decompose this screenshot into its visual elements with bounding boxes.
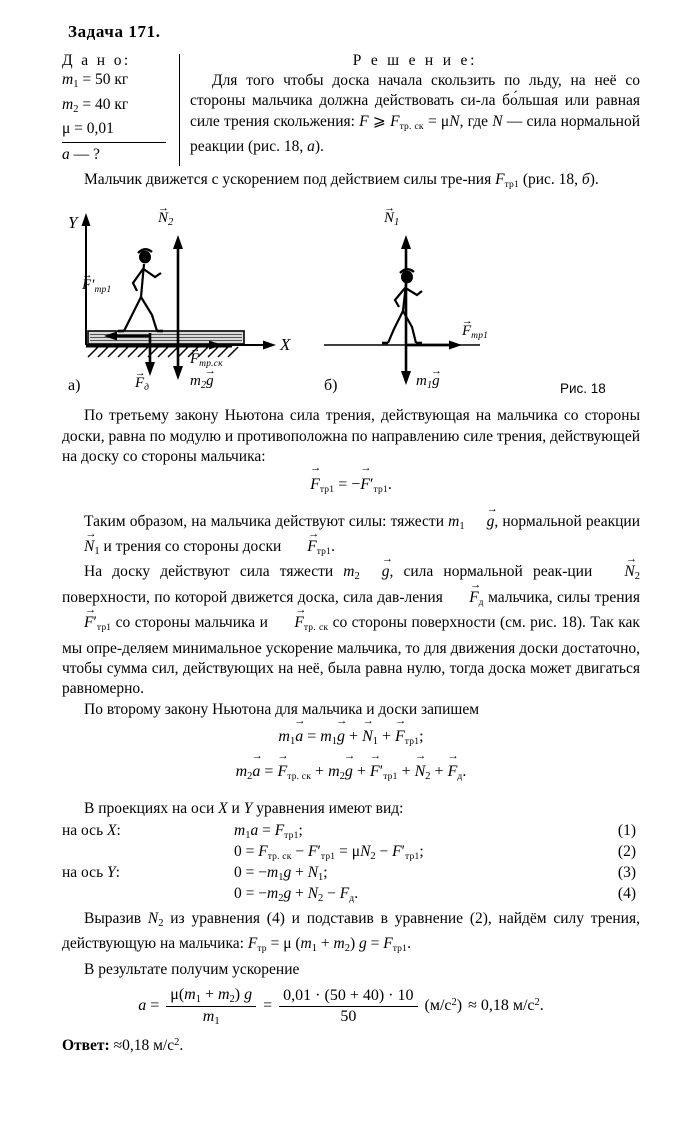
fraction-denominator-symbolic: $m_1$ [202, 1007, 220, 1027]
given-item-m1: $m_1 = 50$ кг [62, 71, 129, 90]
solution-label: Р е ш е н и е: [352, 52, 478, 69]
projection-row-3 [62, 862, 640, 883]
page-content [62, 22, 640, 1055]
page-title: Задача 171. [68, 22, 161, 41]
answer-line [62, 1037, 640, 1055]
paragraph-boy-acceleration: Мальчик движется с ускорением под действием силы тре‑ния Fтр1 (рис. 18, б). [84, 171, 599, 190]
force-label-n1: $N \to_1$ [384, 210, 399, 228]
paragraph-third-law: По третьему закону Ньютона сила трения, действующая на мальчика со стороны доски, равна по модулю и противоположна по направлению силе трения, действующей на доску со стороны мальчика: [62, 407, 640, 466]
paragraph-second-law: По второму закону Ньютона для мальчика и доски запишем [84, 700, 480, 718]
equation-number-1: (1) [617, 821, 636, 839]
paragraph-result: В результате получим ускорение [84, 960, 300, 978]
force-label-m1g: $m_1g$ → [416, 373, 440, 391]
force-label-m2g: $m_2g$ → [190, 373, 214, 391]
projection-equation-1: $m_1a = Fтр1$; [234, 821, 303, 841]
equation-newton-boy: $m_1a$ → = $m_1g$ → + $N \to_1 + F \to тр1$; [62, 724, 640, 755]
given-vertical-rule [179, 54, 180, 166]
force-label-f-friction-1: $F \to_{тр1}$ [462, 323, 488, 341]
projection-equation-4: $0 = -m_2g + N_2$ − Fд. [234, 884, 359, 904]
final-equation-equals: = [263, 997, 273, 1015]
fraction-denominator-numeric: 50 [340, 1007, 357, 1025]
given-label: Д а н о: [62, 52, 131, 69]
projection-equation-3: $0 = -m_1g + N_1$; [234, 863, 328, 883]
fraction-numerator-symbolic: $\mu(m_1 + m_2)$ g [170, 985, 253, 1005]
given-find: a — ? [62, 145, 100, 163]
projection-row-1 [62, 820, 640, 841]
axis-x-label: на ось X: [62, 821, 121, 839]
paragraph-projections: В проекциях на оси X и Y уравнения имеют вид: [84, 800, 404, 818]
paragraph-substitute: Выразив $N_2$ из уравнения (4) и подставив в уравнение (2), найдём силу трения, действующую на мальчика: Fтр = μ $(m_1 + m_2) g = Fтр1$. [62, 909, 640, 955]
figure-18-drawing [62, 205, 640, 401]
equation-number-4: (4) [617, 884, 636, 902]
given-item-mu: μ = 0,01 [62, 120, 114, 137]
projection-equation-2: 0 = Fтр. ск − $F'тр1 = \mu N_2 - F'тр1$; [234, 842, 424, 862]
final-equation-fraction-symbolic [166, 986, 256, 1027]
paragraph-forces-on-board: На доску действуют сила тяжести $m_2$ g →, сила нормальной реак‑ции $N \to_2$ поверхности, по которой движется доска, сила дав‑ления F →д мальчика, силы трения F →′тр1 со стороны мальчика и F →тр. ск со стороны поверхности (см. рис. 18). Так как мы опре‑деляем минимальное ускорение мальчика, то для движения доски достаточно, чтобы сумма сил, действующих на неё, была равна нулю, тогда доска может двигаться равномерно. [62, 562, 640, 699]
paragraph-forces-on-boy: Таким образом, на мальчика действуют силы: тяжести $m_1$ g →, нормальной реакции $N \to_1$ и трения со стороны доски F →тр1. [62, 512, 640, 563]
panel-a-label: а) [68, 377, 81, 395]
answer-value: ≈0,18 $м/с^2$. [113, 1036, 184, 1054]
final-equation [42, 986, 640, 1027]
solution-column [190, 52, 640, 158]
figure-18 [62, 205, 640, 401]
equation-number-2: (2) [617, 842, 636, 860]
equation-third-law: F →тр1 = −F →′тр1. [62, 472, 640, 503]
final-equation-units: $(м/с^2)$ [424, 997, 463, 1015]
equation-number-3: (3) [617, 863, 636, 881]
axis-y-label: на ось Y: [62, 863, 120, 881]
given-block [62, 52, 174, 164]
force-label-f-pressure: $F \to_д$ [135, 375, 149, 393]
given-and-solution-block [62, 52, 640, 170]
figure-caption: Рис. 18 [560, 381, 606, 397]
force-label-f-friction-sliding: $F \to_{тр.ск}$ [190, 351, 223, 369]
answer-label: Ответ: [62, 1036, 110, 1054]
force-label-n2: $N \to_2$ [158, 210, 173, 228]
final-equation-approx: ≈ 0,18 $м/с^2$. [468, 997, 544, 1015]
given-item-m2: $m_2 = 40$ кг [62, 95, 129, 115]
axis-label-y: Y [68, 213, 78, 233]
axis-label-x: X [280, 335, 291, 355]
equation-newton-board: $m_2a$ → = F →тр. ск + $m_2g$ → + $F \to'тр1 + N \to_2 + F \to д$. [62, 759, 640, 790]
fraction-numerator-numeric: 0,01 · (50 + 40) · 10 [283, 986, 414, 1004]
projection-row-2 [62, 841, 640, 862]
panel-b-label: б) [324, 377, 338, 395]
final-equation-fraction-numeric [279, 987, 417, 1026]
force-label-f-friction-prime: $F \to'_{тр1}$ [82, 277, 111, 295]
final-equation-lhs: a = [138, 997, 160, 1015]
solution-intro-paragraph: Для того чтобы доска начала скользить по льду, на неё со стороны мальчика должна действовать си‑ла бо́льшая или равная силе трения скольжения: F ⩾ Fтр. ск = μN, где N — сила нормальной реакции (рис. 18, а). [190, 72, 640, 156]
given-divider-rule [62, 142, 166, 143]
projection-row-4 [62, 883, 640, 904]
